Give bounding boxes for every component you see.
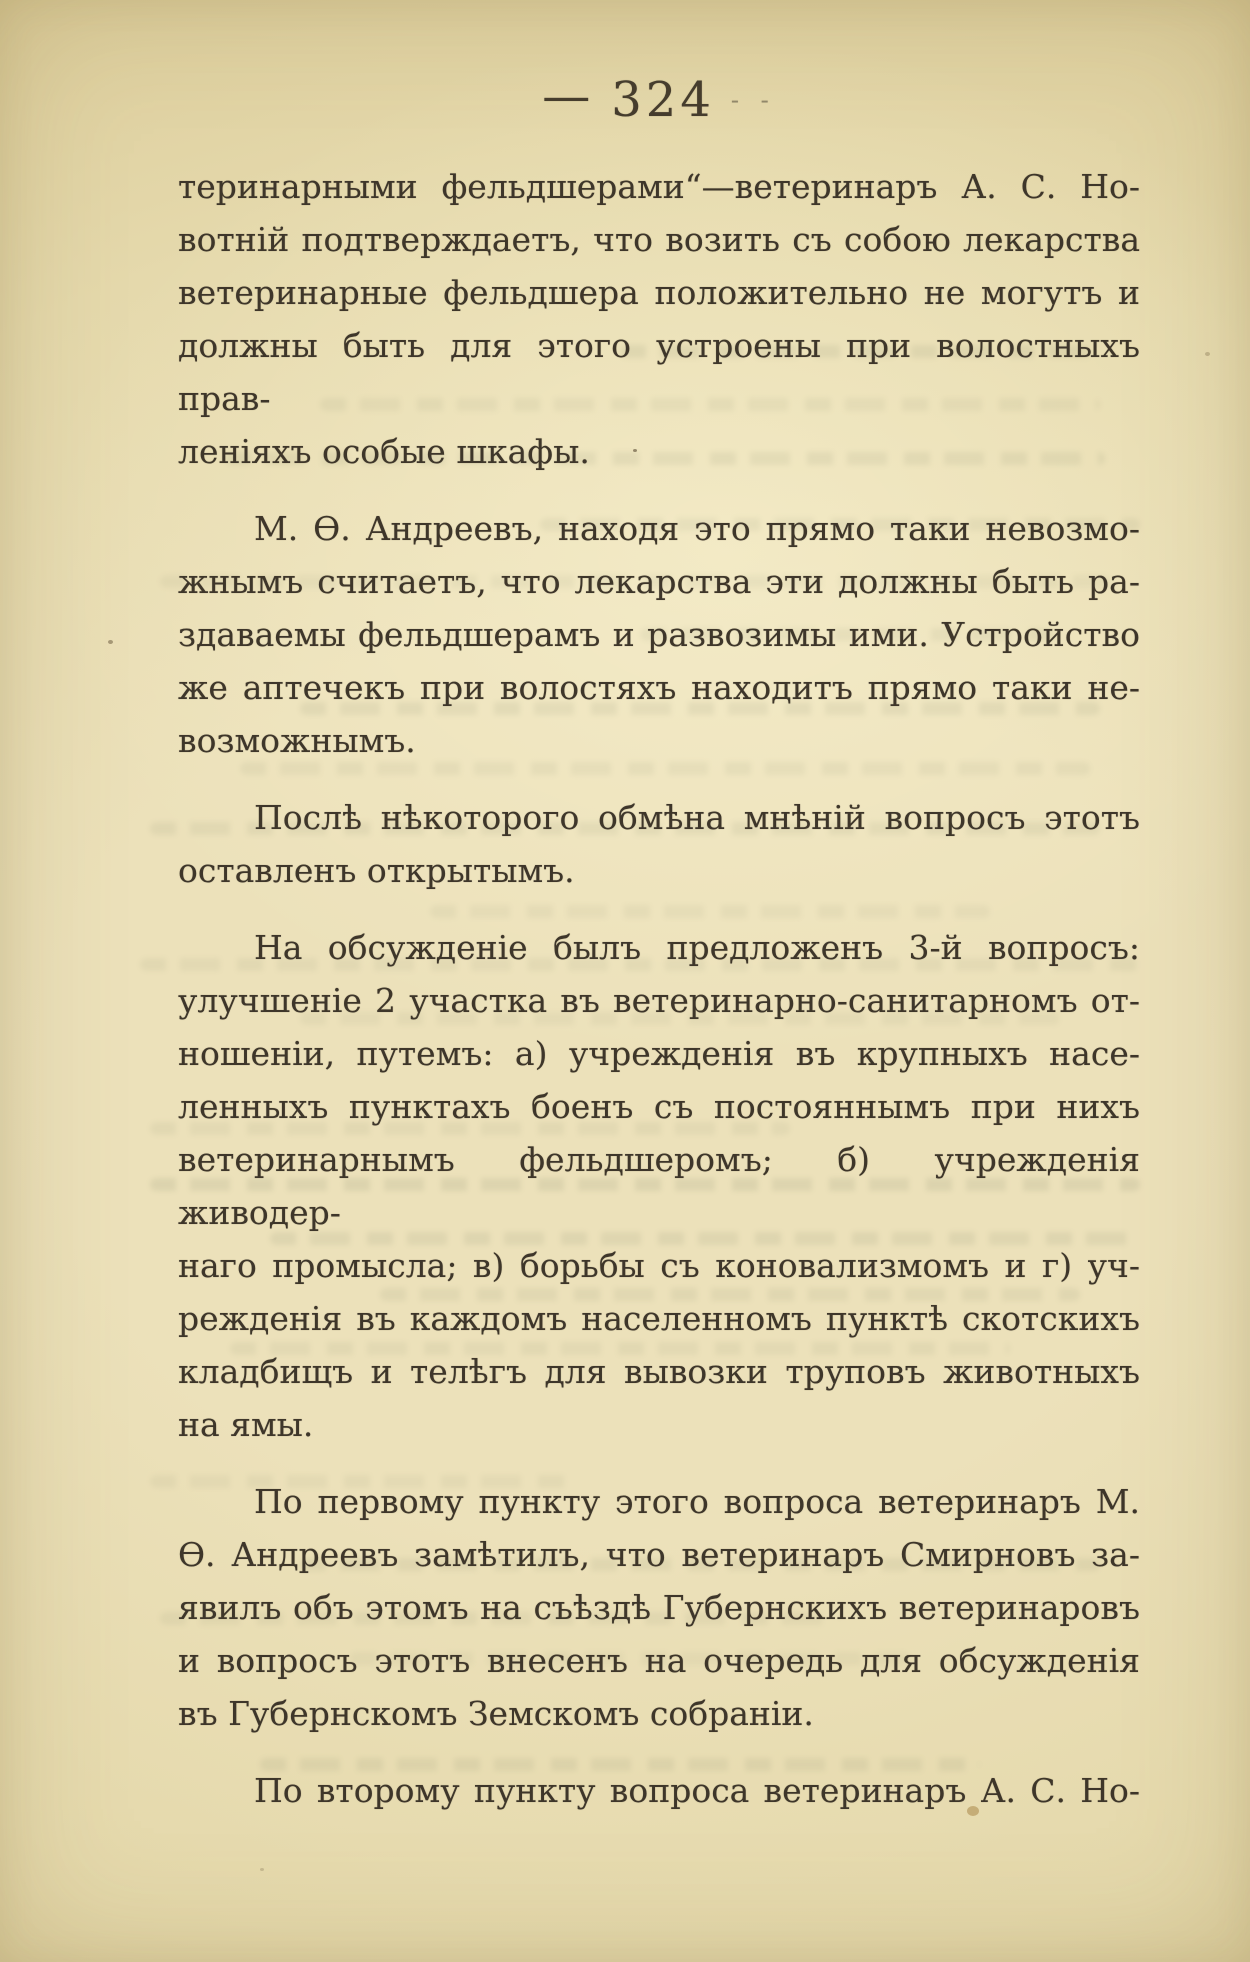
text-line: улучшеніе 2 участка въ ветеринарно-санитарномъ от- [178,981,1140,1020]
paper-speck [1205,352,1210,356]
text-line: въ Губернскомъ Земскомъ собраніи. [178,1694,814,1733]
text-line: наго промысла; в) борьбы съ коновализмомъ и г) уч- [178,1246,1140,1285]
text-line: Ѳ. Андреевъ замѣтилъ, что ветеринаръ Смирновъ за- [178,1535,1140,1574]
text-line: здаваемы фельдшерамъ и развозимы ими. Устройство [178,615,1140,654]
text-line: леніяхъ особые шкафы. [178,432,590,471]
paragraph [178,921,1140,1451]
text-line: На обсужденіе былъ предложенъ 3-й вопросъ: [254,928,1140,967]
text-line: ветеринарные фельдшера положительно не могутъ и [178,273,1140,312]
paragraph [178,502,1140,767]
text-line: Послѣ нѣкоторого обмѣна мнѣній вопросъ этотъ [254,798,1140,837]
text-line: же аптечекъ при волостяхъ находитъ прямо таки не- [178,668,1140,707]
text-line: ношеніи, путемъ: а) учрежденія въ крупныхъ насе- [178,1034,1140,1073]
text-line: ленныхъ пунктахъ боенъ съ постояннымъ при нихъ [178,1087,1140,1126]
text-line: режденія въ каждомъ населенномъ пунктѣ скотскихъ [178,1299,1140,1338]
text-line: По первому пункту этого вопроса ветеринаръ М. [254,1482,1140,1521]
paragraph [178,791,1140,897]
text-line: вотній подтверждаетъ, что возить съ собою лекарства [178,220,1140,259]
page-number-right-marks: - - [730,86,776,114]
text-line: жнымъ считаетъ, что лекарства эти должны быть ра- [178,562,1140,601]
page-number-value: 324 [611,72,715,128]
text-line: и вопросъ этотъ внесенъ на очередь для обсужденія [178,1641,1140,1680]
text-line: возможнымъ. [178,721,416,760]
text-line: должны быть для этого устроены при волостныхъ прав- [178,326,1140,418]
paragraph [178,1764,1140,1817]
paragraph [178,160,1140,478]
paper-speck [108,640,113,644]
text-line: ветеринарнымъ фельдшеромъ; б) учрежденія живодер- [178,1140,1140,1232]
paragraph [178,1475,1140,1740]
text-line: оставленъ открытымъ. [178,851,575,890]
text-line: кладбищъ и телѣгъ для вывозки труповъ животныхъ [178,1352,1140,1391]
text-line: М. Ѳ. Андреевъ, находя это прямо таки невозмо- [254,509,1140,548]
text-line: явилъ объ этомъ на съѣздѣ Губернскихъ ветеринаровъ [178,1588,1140,1627]
page-number [178,68,1140,128]
text-line: По второму пункту вопроса ветеринаръ А. С. Но- [254,1771,1140,1810]
paper-speck [260,1868,264,1871]
text-line: теринарными фельдшерами“—ветеринаръ А. С. Но- [178,167,1140,206]
text-line: на ямы. [178,1405,314,1444]
page-text [178,160,1140,1817]
page-number-left-dash: — [542,68,592,124]
